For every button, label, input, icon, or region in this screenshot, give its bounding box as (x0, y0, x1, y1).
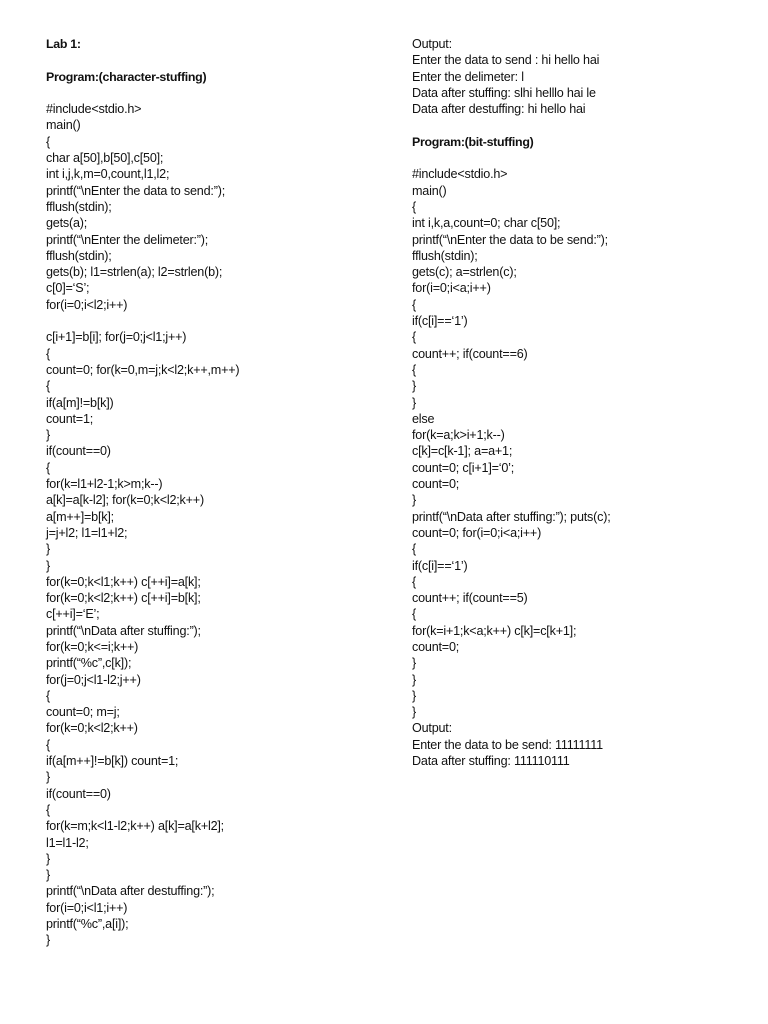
right-column (412, 36, 752, 769)
left-code-line: { (46, 802, 51, 817)
right-code-line: for(k=i+1;k<a;k++) c[k]=c[k+1]; (412, 623, 577, 638)
right-code-line: Output: (412, 37, 452, 51)
left-code-line: gets(a); (46, 216, 88, 231)
left-code-line: { (46, 379, 51, 394)
right-code-line: count=0; c[i+1]=‘0’; (412, 460, 515, 475)
right-code-line: main() (412, 183, 447, 198)
right-code-line: Enter the delimeter: l (412, 69, 524, 84)
left-code-line: for(k=m;k<l1-l2;k++) a[k]=a[k+l2]; (46, 819, 224, 834)
left-code-line: { (46, 737, 51, 752)
right-code-line: Output: (412, 721, 452, 736)
right-code-line: printf(“\nData after stuffing:”); puts(c); (412, 509, 611, 524)
right-code-line: #include<stdio.h> (412, 167, 508, 182)
left-code-line: c[++i]=‘E’; (46, 607, 100, 622)
right-code-line: { (412, 330, 417, 345)
left-code-line: #include<stdio.h> (46, 102, 142, 117)
left-code-line: } (46, 558, 51, 573)
left-code-line: a[k]=a[k-l2]; for(k=0;k<l2;k++) (46, 493, 204, 508)
right-code-line: if(c[i]==‘1’) (412, 314, 468, 329)
right-code-line: } (412, 672, 417, 687)
left-code-line: for(k=0;k<l2;k++) (46, 721, 138, 736)
left-code-line: count=1; (46, 411, 94, 426)
right-code-line: printf(“\nEnter the data to be send:”); (412, 232, 608, 247)
left-heading: Program:(character-stuffing) (46, 69, 207, 84)
left-code-line: if(count==0) (46, 786, 111, 801)
left-code-line: printf(“\nEnter the delimeter:”); (46, 232, 209, 247)
left-code-line: j=j+l2; l1=l1+l2; (46, 525, 128, 540)
right-code-line: int i,k,a,count=0; char c[50]; (412, 216, 561, 231)
right-code-line: Data after destuffing: hi hello hai (412, 102, 586, 117)
right-code-line: { (412, 542, 417, 557)
left-code-line: printf(“%c”,a[i]); (46, 917, 129, 932)
left-code-line: for(i=0;i<l2;i++) (46, 297, 128, 312)
left-code-line: printf(“\nData after destuffing:”); (46, 884, 215, 899)
left-code-line: int i,j,k,m=0,count,l1,l2; (46, 167, 170, 182)
right-code-line: Data after stuffing: slhi helllo hai le (412, 85, 596, 100)
left-spacer (46, 313, 386, 329)
right-heading: Program:(bit-stuffing) (412, 134, 534, 149)
left-code-line: } (46, 868, 51, 883)
left-code-line: l1=l1-l2; (46, 835, 89, 850)
left-code-line: char a[50],b[50],c[50]; (46, 151, 164, 166)
right-code-line: { (412, 199, 417, 214)
right-code-line: } (412, 493, 417, 508)
left-code-line: { (46, 688, 51, 703)
left-code-line: } (46, 770, 51, 785)
left-code-line: c[i+1]=b[i]; for(j=0;j<l1;j++) (46, 330, 187, 345)
left-code-line: if(count==0) (46, 444, 111, 459)
left-code-line: fflush(stdin); (46, 199, 112, 214)
right-code-line: for(k=a;k>i+1;k--) (412, 428, 505, 443)
right-code-line: Enter the data to be send: 11111111 (412, 737, 603, 752)
left-code-line: a[m++]=b[k]; (46, 509, 114, 524)
left-heading: Lab 1: (46, 37, 81, 51)
left-column (46, 36, 386, 949)
right-code-line: count++; if(count==6) (412, 346, 528, 361)
right-code-line: Enter the data to send : hi hello hai (412, 53, 600, 68)
right-code-line: } (412, 705, 417, 720)
right-code-line: c[k]=c[k-1]; a=a+1; (412, 444, 513, 459)
right-code-line: { (412, 574, 417, 589)
left-code-line: for(j=0;j<l1-l2;j++) (46, 672, 141, 687)
right-code-line: } (412, 395, 417, 410)
left-code-line: { (46, 134, 51, 149)
left-code-line: { (46, 346, 51, 361)
right-code-line: count++; if(count==5) (412, 591, 528, 606)
left-code-line: for(k=0;k<=i;k++) (46, 639, 139, 654)
left-code-line: c[0]=‘S’; (46, 281, 90, 296)
right-code-line: if(c[i]==‘1’) (412, 558, 468, 573)
left-code-line: if(a[m]!=b[k]) (46, 395, 114, 410)
left-code-line: printf(“\nEnter the data to send:”); (46, 183, 226, 198)
left-code-line: { (46, 460, 51, 475)
left-code-line: count=0; m=j; (46, 705, 120, 720)
left-code-line: } (46, 851, 51, 866)
left-code-line: printf(“\nData after stuffing:”); (46, 623, 201, 638)
right-code-line: { (412, 362, 417, 377)
left-code-line: for(k=l1+l2-1;k>m;k--) (46, 477, 163, 492)
left-code-line: } (46, 428, 51, 443)
left-code-line: gets(b); l1=strlen(a); l2=strlen(b); (46, 265, 223, 280)
right-spacer (412, 150, 752, 166)
left-code-line: } (46, 933, 51, 948)
left-code-line: if(a[m++]!=b[k]) count=1; (46, 754, 179, 769)
left-code-line: } (46, 542, 51, 557)
left-code-line: printf(“%c”,c[k]); (46, 656, 132, 671)
left-code-line: for(k=0;k<l2;k++) c[++i]=b[k]; (46, 591, 201, 606)
left-spacer (46, 52, 386, 68)
left-code-line: count=0; for(k=0,m=j;k<l2;k++,m++) (46, 362, 240, 377)
left-code-line: main() (46, 118, 81, 133)
right-code-line: } (412, 688, 417, 703)
right-code-line: } (412, 656, 417, 671)
right-code-line: count=0; (412, 639, 460, 654)
left-spacer (46, 85, 386, 101)
right-code-line: Data after stuffing: 111110111 (412, 754, 570, 769)
left-code-line: for(i=0;i<l1;i++) (46, 900, 128, 915)
left-code-line: fflush(stdin); (46, 248, 112, 263)
right-code-line: for(i=0;i<a;i++) (412, 281, 491, 296)
left-code-line: for(k=0;k<l1;k++) c[++i]=a[k]; (46, 574, 201, 589)
right-code-line: } (412, 379, 417, 394)
right-code-line: { (412, 297, 417, 312)
right-code-line: fflush(stdin); (412, 248, 478, 263)
right-code-line: count=0; (412, 477, 460, 492)
right-code-line: gets(c); a=strlen(c); (412, 265, 517, 280)
right-code-line: else (412, 411, 435, 426)
right-code-line: count=0; for(i=0;i<a;i++) (412, 525, 542, 540)
right-spacer (412, 117, 752, 133)
right-code-line: { (412, 607, 417, 622)
